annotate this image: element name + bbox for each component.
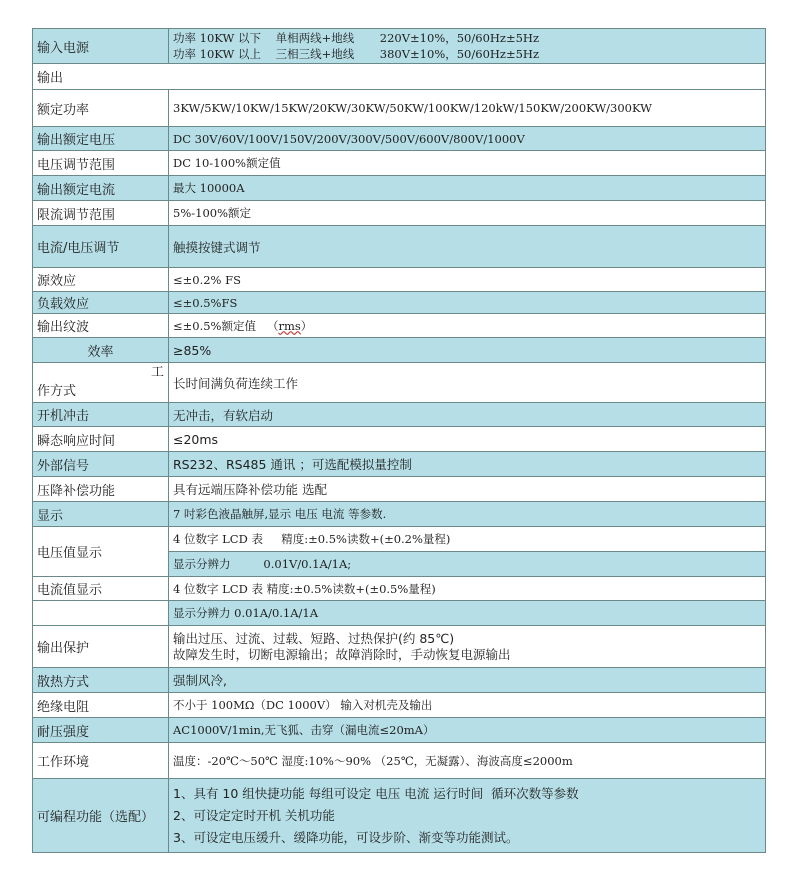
protection-line-2: 故障发生时，切断电源输出；故障消除时，手动恢复电源输出 [173,646,511,662]
ripple-rms-text: rms [278,318,301,333]
rated-current-label: 输出额定电流 [33,176,169,200]
environment-row [32,743,766,779]
withstand-row [32,718,766,743]
rated-power-label: 额定功率 [33,90,169,126]
adjust-row [32,226,766,268]
protection-label: 输出保护 [33,626,169,667]
voltage-display-line-1: 4 位数字 LCD 表 精度:±0.5%读数+(±0.2%量程) [173,532,451,546]
input-power-label: 输入电源 [33,29,169,63]
programmable-row [32,779,766,853]
current-limit-value: 5%-100%额定 [173,206,252,220]
withstand-label: 耐压强度 [33,718,169,742]
source-effect-label: 源效应 [33,268,169,291]
withstand-value: AC1000V/1min,无飞狐、击穿（漏电流≤20mA） [173,723,435,737]
insulation-row [32,693,766,718]
signal-value: RS232、RS485 通讯 ；可选配模拟量控制 [173,457,412,472]
adjust-label: 电流/电压调节 [33,226,169,267]
current-limit-row [32,201,766,226]
programmable-line-3: 3、可设定电压缓升、缓降功能，可设步阶、渐变等功能测试。 [173,829,519,845]
protection-line-1: 输出过压、过流、过载、短路、过热保护(约 85℃) [173,630,455,646]
display-label: 显示 [33,502,169,526]
current-resolution-row [32,601,766,626]
environment-value: 温度：-20℃～50℃ 湿度:10%～90% （25℃，无凝露）、海波高度≤2000m [173,753,573,768]
cooling-row [32,668,766,693]
ripple-row [32,314,766,338]
voltage-display-row [32,527,766,577]
cooling-value: 强制风冷, [173,673,227,688]
response-row [32,427,766,452]
voltage-display-label: 电压值显示 [33,527,169,576]
rated-voltage-row [32,127,766,151]
input-power-value [169,29,765,63]
signal-label: 外部信号 [33,452,169,476]
cooling-label: 散热方式 [33,668,169,692]
voltage-display-values [169,527,765,576]
ripple-value-line [173,318,761,334]
current-limit-label: 限流调节范围 [33,201,169,225]
rated-current-row [32,176,766,201]
protection-row [32,626,766,668]
environment-label: 工作环境 [33,743,169,778]
rated-power-row [32,90,766,127]
load-effect-label: 负载效应 [33,292,169,313]
output-section-label: 输出 [37,71,64,86]
output-section-row [32,64,766,90]
rated-power-value: 3KW/5KW/10KW/15KW/20KW/30KW/50KW/100KW/120kW/150KW/200KW/300KW [173,101,652,115]
startup-value: 无冲击，有软启动 [173,407,274,423]
compensation-value: 具有远端压降补偿功能 选配 [173,482,327,497]
startup-label: 开机冲击 [33,403,169,426]
voltage-range-row [32,151,766,176]
efficiency-label: 效率 [33,338,169,362]
programmable-line-2: 2、可设定定时开机 关机功能 [173,807,335,823]
source-effect-row [32,268,766,292]
insulation-label: 绝缘电阻 [33,693,169,717]
adjust-value: 触摸按键式调节 [173,239,261,255]
rated-voltage-value: DC 30V/60V/100V/150V/200V/300V/500V/600V/800V/1000V [173,131,525,146]
compensation-row [32,477,766,502]
current-resolution-label [33,601,169,625]
response-value: ≤20ms [173,431,219,447]
programmable-value [169,779,765,852]
work-mode-label-b: 作方式 [37,384,77,399]
rated-voltage-label: 输出额定电压 [33,127,169,150]
ripple-value [169,314,765,337]
source-effect-value: ≤±0.2% FS [173,272,242,287]
efficiency-row [32,338,766,363]
rated-current-value: 最大 10000A [173,181,245,195]
voltage-range-label: 电压调节范围 [33,151,169,175]
efficiency-value: ≥85% [173,342,212,358]
load-effect-value: ≤±0.5%FS [173,295,238,310]
signal-row [32,452,766,477]
ripple-value-text: ≤±0.5%额定值 （ [173,318,279,333]
spec-table [32,28,766,853]
programmable-label: 可编程功能（选配） [33,779,169,852]
input-power-line-2: 功率 10KW 以上 三相三线+地线 380V±10%，50/60Hz±5Hz [173,47,540,61]
current-display-row [32,577,766,601]
work-mode-label [33,363,169,402]
work-mode-label-a: 工 [150,365,164,380]
protection-value [169,626,765,667]
display-value: 7 吋彩色液晶触屏,显示 电压 电流 等参数. [173,507,387,521]
voltage-range-value: DC 10-100%额定值 [173,156,281,170]
work-mode-value: 长时间满负荷连续工作 [173,375,299,391]
input-power-row [32,28,766,64]
insulation-value: 不小于 100MΩ（DC 1000V） 输入对机壳及输出 [173,698,433,712]
ripple-value-end: ） [300,318,313,333]
ripple-label: 输出纹波 [33,314,169,337]
response-label: 瞬态响应时间 [33,427,169,451]
input-power-line-1: 功率 10KW 以下 单相两线+地线 220V±10%，50/60Hz±5Hz [173,31,540,45]
programmable-line-1: 1、具有 10 组快捷功能 每组可设定 电压 电流 运行时间 循环次数等参数 [173,785,579,801]
work-mode-row [32,363,766,403]
display-row [32,502,766,527]
startup-row [32,403,766,427]
compensation-label: 压降补偿功能 [33,477,169,501]
current-resolution-value: 显示分辨力 0.01A/0.1A/1A [173,606,319,620]
current-display-label: 电流值显示 [33,577,169,600]
current-display-value: 4 位数字 LCD 表 精度:±0.5%读数+(±0.5%量程) [173,581,436,596]
voltage-display-line-2: 显示分辨力 0.01V/0.1A/1A; [169,551,765,576]
load-effect-row [32,292,766,314]
